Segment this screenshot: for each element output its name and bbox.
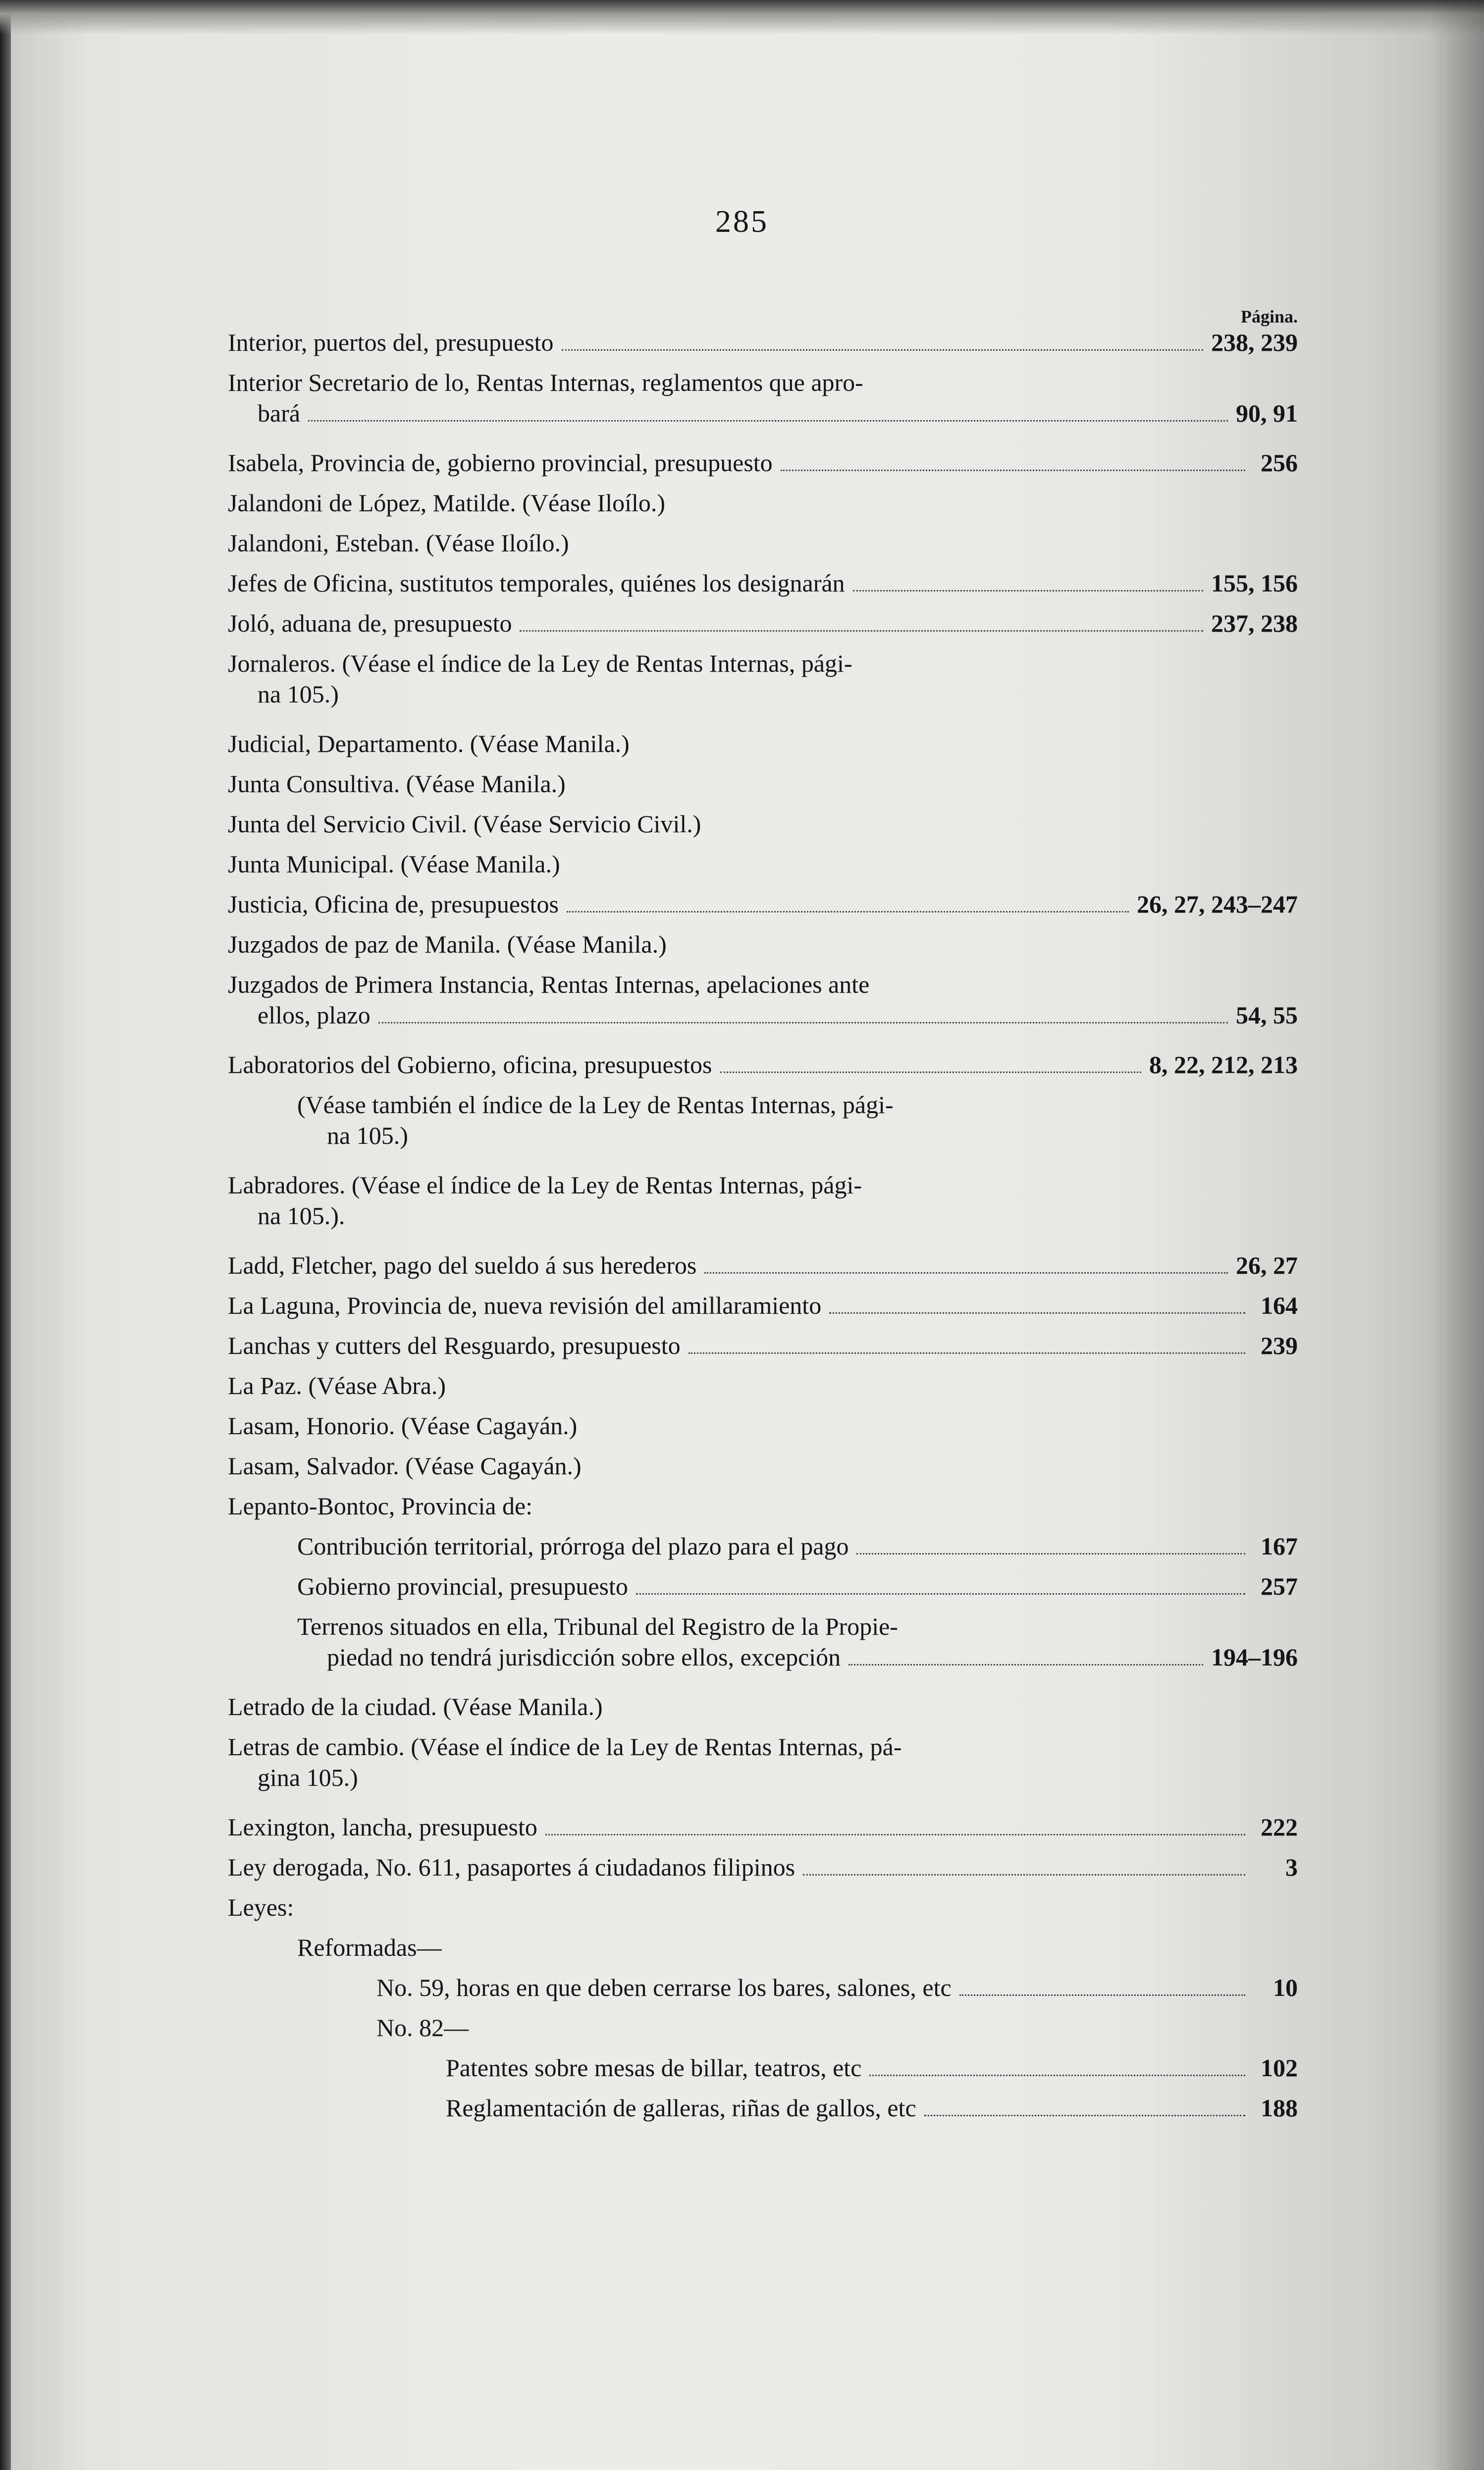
index-entry-continuation: gina 105.)	[258, 1764, 358, 1791]
index-entry	[228, 367, 1298, 429]
index-entry-page: 90, 91	[1236, 399, 1298, 427]
index-entry-page: 164	[1261, 1291, 1298, 1319]
index-entry	[446, 2093, 1298, 2123]
index-entry-text: Jalandoni, Esteban. (Véase Iloílo.)	[228, 529, 569, 557]
index-entry-text: Judicial, Departamento. (Véase Manila.)	[228, 730, 630, 757]
index-entry-page: 10	[1273, 1974, 1298, 2001]
index-entry	[446, 2052, 1298, 2083]
index-entry-text: Patentes sobre mesas de billar, teatros, etc	[446, 2054, 862, 2082]
index-entry-text: Ladd, Fletcher, pago del sueldo á sus herederos	[228, 1251, 697, 1279]
index-entry-page: 239	[1261, 1332, 1298, 1359]
index-entry-page: 26, 27	[1236, 1251, 1298, 1279]
index-entry-page: 102	[1261, 2054, 1298, 2082]
index-entry-text: No. 59, horas en que deben cerrarse los bares, salones, etc	[376, 1974, 952, 2001]
index-entry	[297, 1611, 1298, 1672]
index-entry-page: 194–196	[1211, 1643, 1298, 1671]
index-entry	[228, 1049, 1298, 1080]
index-entry	[228, 728, 1298, 759]
index-entry	[228, 447, 1298, 478]
index-entry-page: 256	[1261, 449, 1298, 477]
dot-leader	[520, 630, 1203, 632]
index-entry-page: 3	[1285, 1853, 1298, 1881]
dot-leader	[848, 1664, 1203, 1665]
index-entry	[228, 849, 1298, 879]
index-entry-continuation: bará	[258, 399, 301, 427]
dot-leader	[829, 1312, 1245, 1314]
index-entry-text: Labradores. (Véase el índice de la Ley de Rentas Internas, pági-	[228, 1171, 862, 1199]
index-entry-continuation: ellos, plazo	[258, 1001, 371, 1029]
index-entry-text: Joló, aduana de, presupuesto	[228, 609, 512, 637]
index-entry-continuation: na 105.)	[258, 680, 339, 708]
index-entry	[228, 1731, 1298, 1793]
index-entry-text: Reglamentación de galleras, riñas de gallos, etc	[446, 2094, 916, 2122]
index-entry-page: 167	[1261, 1532, 1298, 1560]
index-entry	[228, 1450, 1298, 1481]
index-entry	[228, 1170, 1298, 1231]
index-entry	[228, 1250, 1298, 1281]
index-entry-text: Jefes de Oficina, sustitutos temporales, quiénes los designarán	[228, 569, 845, 597]
index-entry-text: Lexington, lancha, presupuesto	[228, 1813, 537, 1841]
index-entry-text: Lanchas y cutters del Resguardo, presupuesto	[228, 1332, 681, 1359]
index-entry	[228, 1892, 1298, 1923]
index-entry	[228, 969, 1298, 1030]
index-entry-page: 237, 238	[1211, 609, 1298, 637]
index-entry-text: Juzgados de Primera Instancia, Rentas Internas, apelaciones ante	[228, 970, 870, 998]
index-entry	[228, 608, 1298, 639]
index-entry-text: Junta Consultiva. (Véase Manila.)	[228, 770, 566, 798]
index-entry	[376, 2012, 1298, 2043]
index-entry	[376, 1972, 1298, 2003]
dot-leader	[308, 420, 1228, 422]
index-entry-continuation: na 105.).	[258, 1202, 345, 1230]
index-entry	[228, 1691, 1298, 1722]
index-entry-text: Letrado de la ciudad. (Véase Manila.)	[228, 1693, 603, 1720]
index-entry-page: 155, 156	[1211, 569, 1298, 597]
index-entry-text: Juzgados de paz de Manila. (Véase Manila.)	[228, 930, 667, 958]
dot-leader	[545, 1834, 1245, 1835]
index-entry-page: 26, 27, 243–247	[1137, 890, 1298, 918]
dot-leader	[856, 1553, 1245, 1555]
index-entry-text: La Paz. (Véase Abra.)	[228, 1372, 446, 1399]
index-entry-page: 8, 22, 212, 213	[1149, 1051, 1298, 1078]
index-entry-text: (Véase también el índice de la Ley de Rentas Internas, pági-	[297, 1091, 894, 1119]
dot-leader	[567, 911, 1129, 913]
dot-leader	[720, 1072, 1141, 1073]
index-entry	[297, 1932, 1298, 1963]
index-entry	[228, 889, 1298, 919]
index-entry	[228, 808, 1298, 839]
index-entry-text: La Laguna, Provincia de, nueva revisión del amillaramiento	[228, 1291, 822, 1319]
index-entry	[228, 1812, 1298, 1842]
index-entry	[228, 327, 1298, 358]
dot-leader	[704, 1272, 1228, 1274]
dot-leader	[781, 470, 1245, 471]
index-entry-continuation: na 105.)	[327, 1122, 408, 1149]
dot-leader	[853, 590, 1203, 591]
index-entry	[228, 1370, 1298, 1401]
index-entry	[228, 1330, 1298, 1361]
index-entry-text: Terrenos situados en ella, Tribunal del Registro de la Propie-	[297, 1612, 898, 1640]
index-entry-text: Lasam, Salvador. (Véase Cagayán.)	[228, 1452, 582, 1480]
index-entry	[228, 568, 1298, 598]
index-entry-text: Gobierno provincial, presupuesto	[297, 1572, 628, 1600]
index-entry	[228, 768, 1298, 799]
index-entry-text: Interior Secretario de lo, Rentas Internas, reglamentos que apro-	[228, 369, 863, 396]
index-entry-text: Junta Municipal. (Véase Manila.)	[228, 850, 560, 878]
dot-leader	[924, 2115, 1245, 2116]
dot-leader	[636, 1593, 1245, 1595]
index-entry-text: Lepanto-Bontoc, Provincia de:	[228, 1492, 533, 1520]
index-entry	[228, 487, 1298, 518]
index-entry-continuation: piedad no tendrá jurisdicción sobre ellos, excepción	[327, 1643, 841, 1671]
index-entry-text: Lasam, Honorio. (Véase Cagayán.)	[228, 1412, 578, 1440]
index-entry	[228, 1491, 1298, 1521]
index-entry-page: 54, 55	[1236, 1001, 1298, 1029]
index-entry-text: No. 82—	[376, 2014, 469, 2041]
index-entry	[228, 1290, 1298, 1321]
index-entry-text: Isabela, Provincia de, gobierno provincial, presupuesto	[228, 449, 773, 477]
page-column-header: Página.	[1240, 307, 1298, 326]
dot-leader	[378, 1022, 1228, 1023]
index-entry-text: Jornaleros. (Véase el índice de la Ley de Rentas Internas, pági-	[228, 649, 852, 677]
index-entry-text: Contribución territorial, prórroga del plazo para el pago	[297, 1532, 849, 1560]
index-entry-page: 188	[1261, 2094, 1298, 2122]
index-entry	[228, 648, 1298, 709]
index-entry-text: Junta del Servicio Civil. (Véase Servicio Civil.)	[228, 810, 701, 838]
index-entry	[297, 1089, 1298, 1151]
index-entry-page: 222	[1261, 1813, 1298, 1841]
index-entry-page: 238, 239	[1211, 328, 1298, 356]
index-entry	[228, 528, 1298, 558]
dot-leader	[803, 1874, 1245, 1876]
index-entry-text: Letras de cambio. (Véase el índice de la Ley de Rentas Internas, pá-	[228, 1733, 902, 1761]
index-entry-page: 257	[1261, 1572, 1298, 1600]
index-entry	[228, 1852, 1298, 1882]
dot-leader	[869, 2075, 1245, 2076]
index-entry-text: Reformadas—	[297, 1933, 442, 1961]
index-entry-text: Interior, puertos del, presupuesto	[228, 328, 554, 356]
index-entry	[228, 1410, 1298, 1441]
index-entry-text: Leyes:	[228, 1893, 294, 1921]
dot-leader	[689, 1352, 1245, 1354]
index-entry-text: Ley derogada, No. 611, pasaportes á ciudadanos filipinos	[228, 1853, 795, 1881]
index-entry	[297, 1571, 1298, 1602]
index-entry-text: Laboratorios del Gobierno, oficina, presupuestos	[228, 1051, 712, 1078]
index-entry	[297, 1531, 1298, 1561]
page-number: 285	[715, 204, 769, 239]
index-entry-text: Justicia, Oficina de, presupuestos	[228, 890, 559, 918]
index-entry	[228, 929, 1298, 960]
dot-leader	[562, 349, 1203, 351]
dot-leader	[959, 1994, 1245, 1996]
index-entry-text: Jalandoni de López, Matilde. (Véase Iloílo.)	[228, 489, 666, 517]
